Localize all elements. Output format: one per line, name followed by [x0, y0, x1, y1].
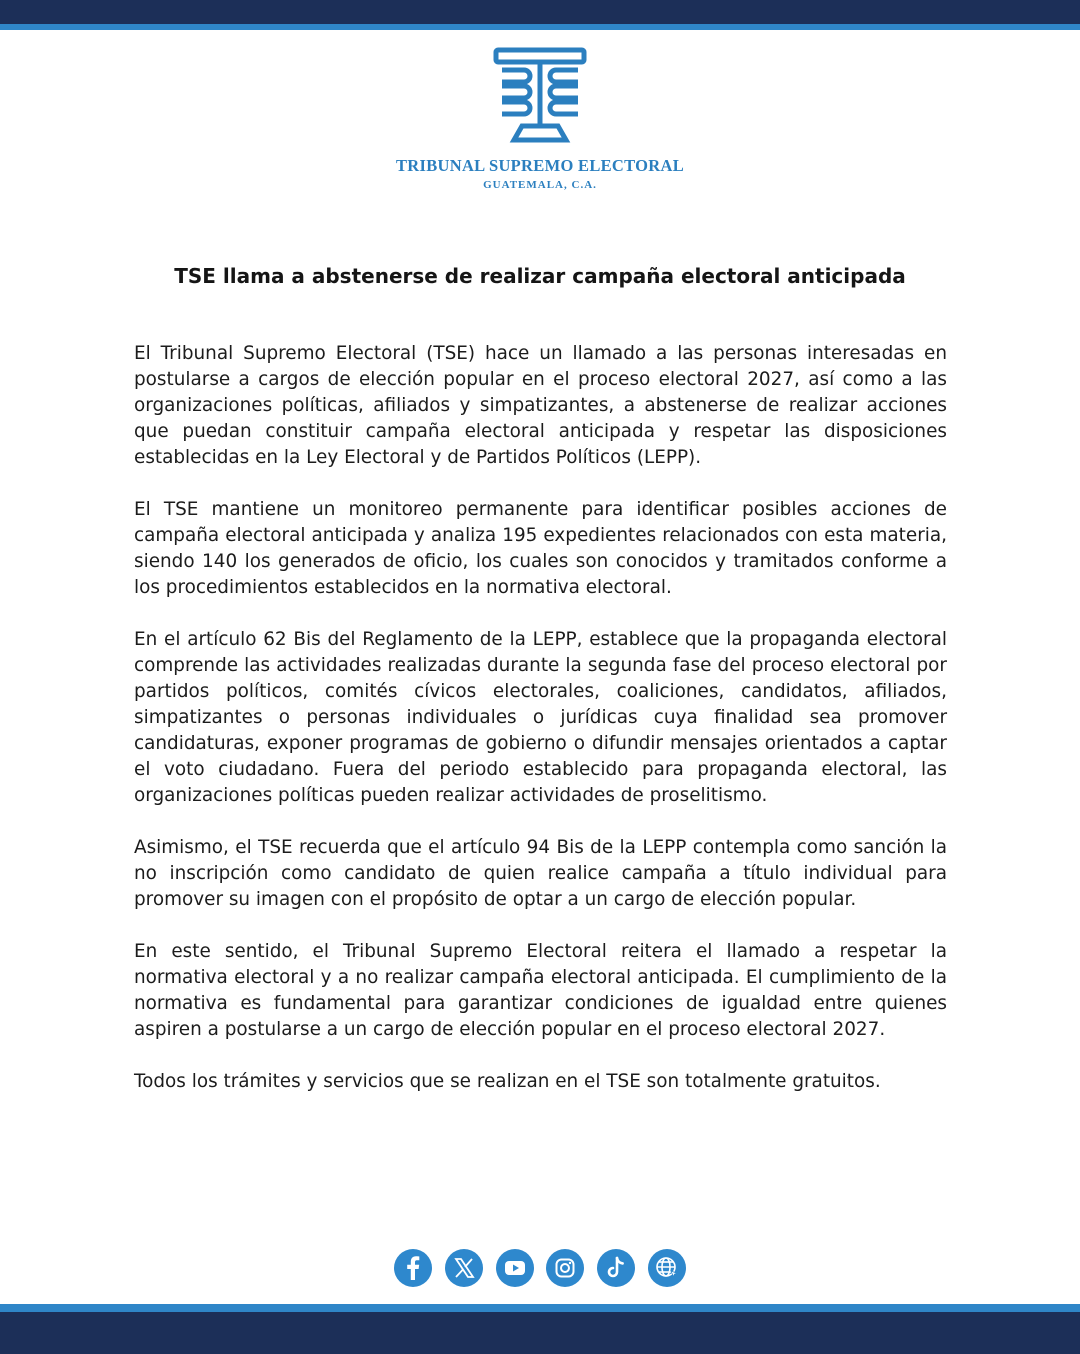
youtube-icon[interactable] [496, 1249, 534, 1287]
x-icon[interactable] [445, 1249, 483, 1287]
org-name: TRIBUNAL SUPREMO ELECTORAL [395, 156, 685, 175]
instagram-icon[interactable] [546, 1249, 584, 1287]
paragraph-5: En este sentido, el Tribunal Supremo Electoral reitera el llamado a respetar la normativa electoral y a no realizar campaña electoral anticipada. El cumplimiento de la normativa es fundamental para garantizar condiciones de igualdad entre quienes aspiren a postularse a un cargo de elección popular en el proceso electoral 2027. [134, 941, 947, 1040]
paragraph-6: Todos los trámites y servicios que se realizan en el TSE son totalmente gratuitos. [134, 1071, 881, 1092]
press-release-body [134, 341, 947, 1121]
top-dark-band [0, 0, 1080, 24]
facebook-icon[interactable] [394, 1249, 432, 1287]
bottom-accent-line [0, 1304, 1080, 1312]
paragraph-3: En el artículo 62 Bis del Reglamento de la LEPP, establece que la propaganda electoral comprende las actividades realizadas durante la segunda fase del proceso electoral por partidos políticos, comités cívicos electorales, coaliciones, candidatos, afiliados, simpatizantes o personas individuales o jurídicas cuya finalidad sea promover candidaturas, exponer programas de gobierno o difundir mensajes orientados a captar el voto ciudadano. Fuera del periodo establecido para propaganda electoral, las organizaciones políticas pueden realizar actividades de proselitismo. [134, 629, 947, 806]
tiktok-icon[interactable] [597, 1249, 635, 1287]
paragraph-2: El TSE mantiene un monitoreo permanente para identificar posibles acciones de campaña electoral anticipada y analiza 195 expedientes relacionados con esta materia, siendo 140 los generados de oficio, los cuales son conocidos y tramitados conforme a los procedimientos establecidos en la normativa electoral. [134, 499, 947, 598]
paragraph-4: Asimismo, el TSE recuerda que el artículo 94 Bis de la LEPP contempla como sanción la no inscripción como candidato de quien realice campaña a título individual para promover su imagen con el propósito de optar a un cargo de elección popular. [134, 837, 947, 910]
paragraph-1: El Tribunal Supremo Electoral (TSE) hace un llamado a las personas interesadas en postularse a cargos de elección popular en el proceso electoral 2027, así como a las organizaciones políticas, afiliados y simpatizantes, a abstenerse de realizar acciones que puedan constituir campaña electoral anticipada y respetar las disposiciones establecidas en la Ley Electoral y de Partidos Políticos (LEPP). [134, 343, 947, 468]
bottom-dark-band [0, 1312, 1080, 1354]
org-subtitle: GUATEMALA, C.A. [483, 179, 597, 191]
tse-logo-icon [492, 46, 588, 146]
press-release-headline: TSE llama a abstenerse de realizar campaña electoral anticipada [174, 264, 906, 288]
top-accent-line [0, 24, 1080, 30]
social-links [394, 1249, 686, 1289]
web-globe-icon[interactable] [648, 1249, 686, 1287]
